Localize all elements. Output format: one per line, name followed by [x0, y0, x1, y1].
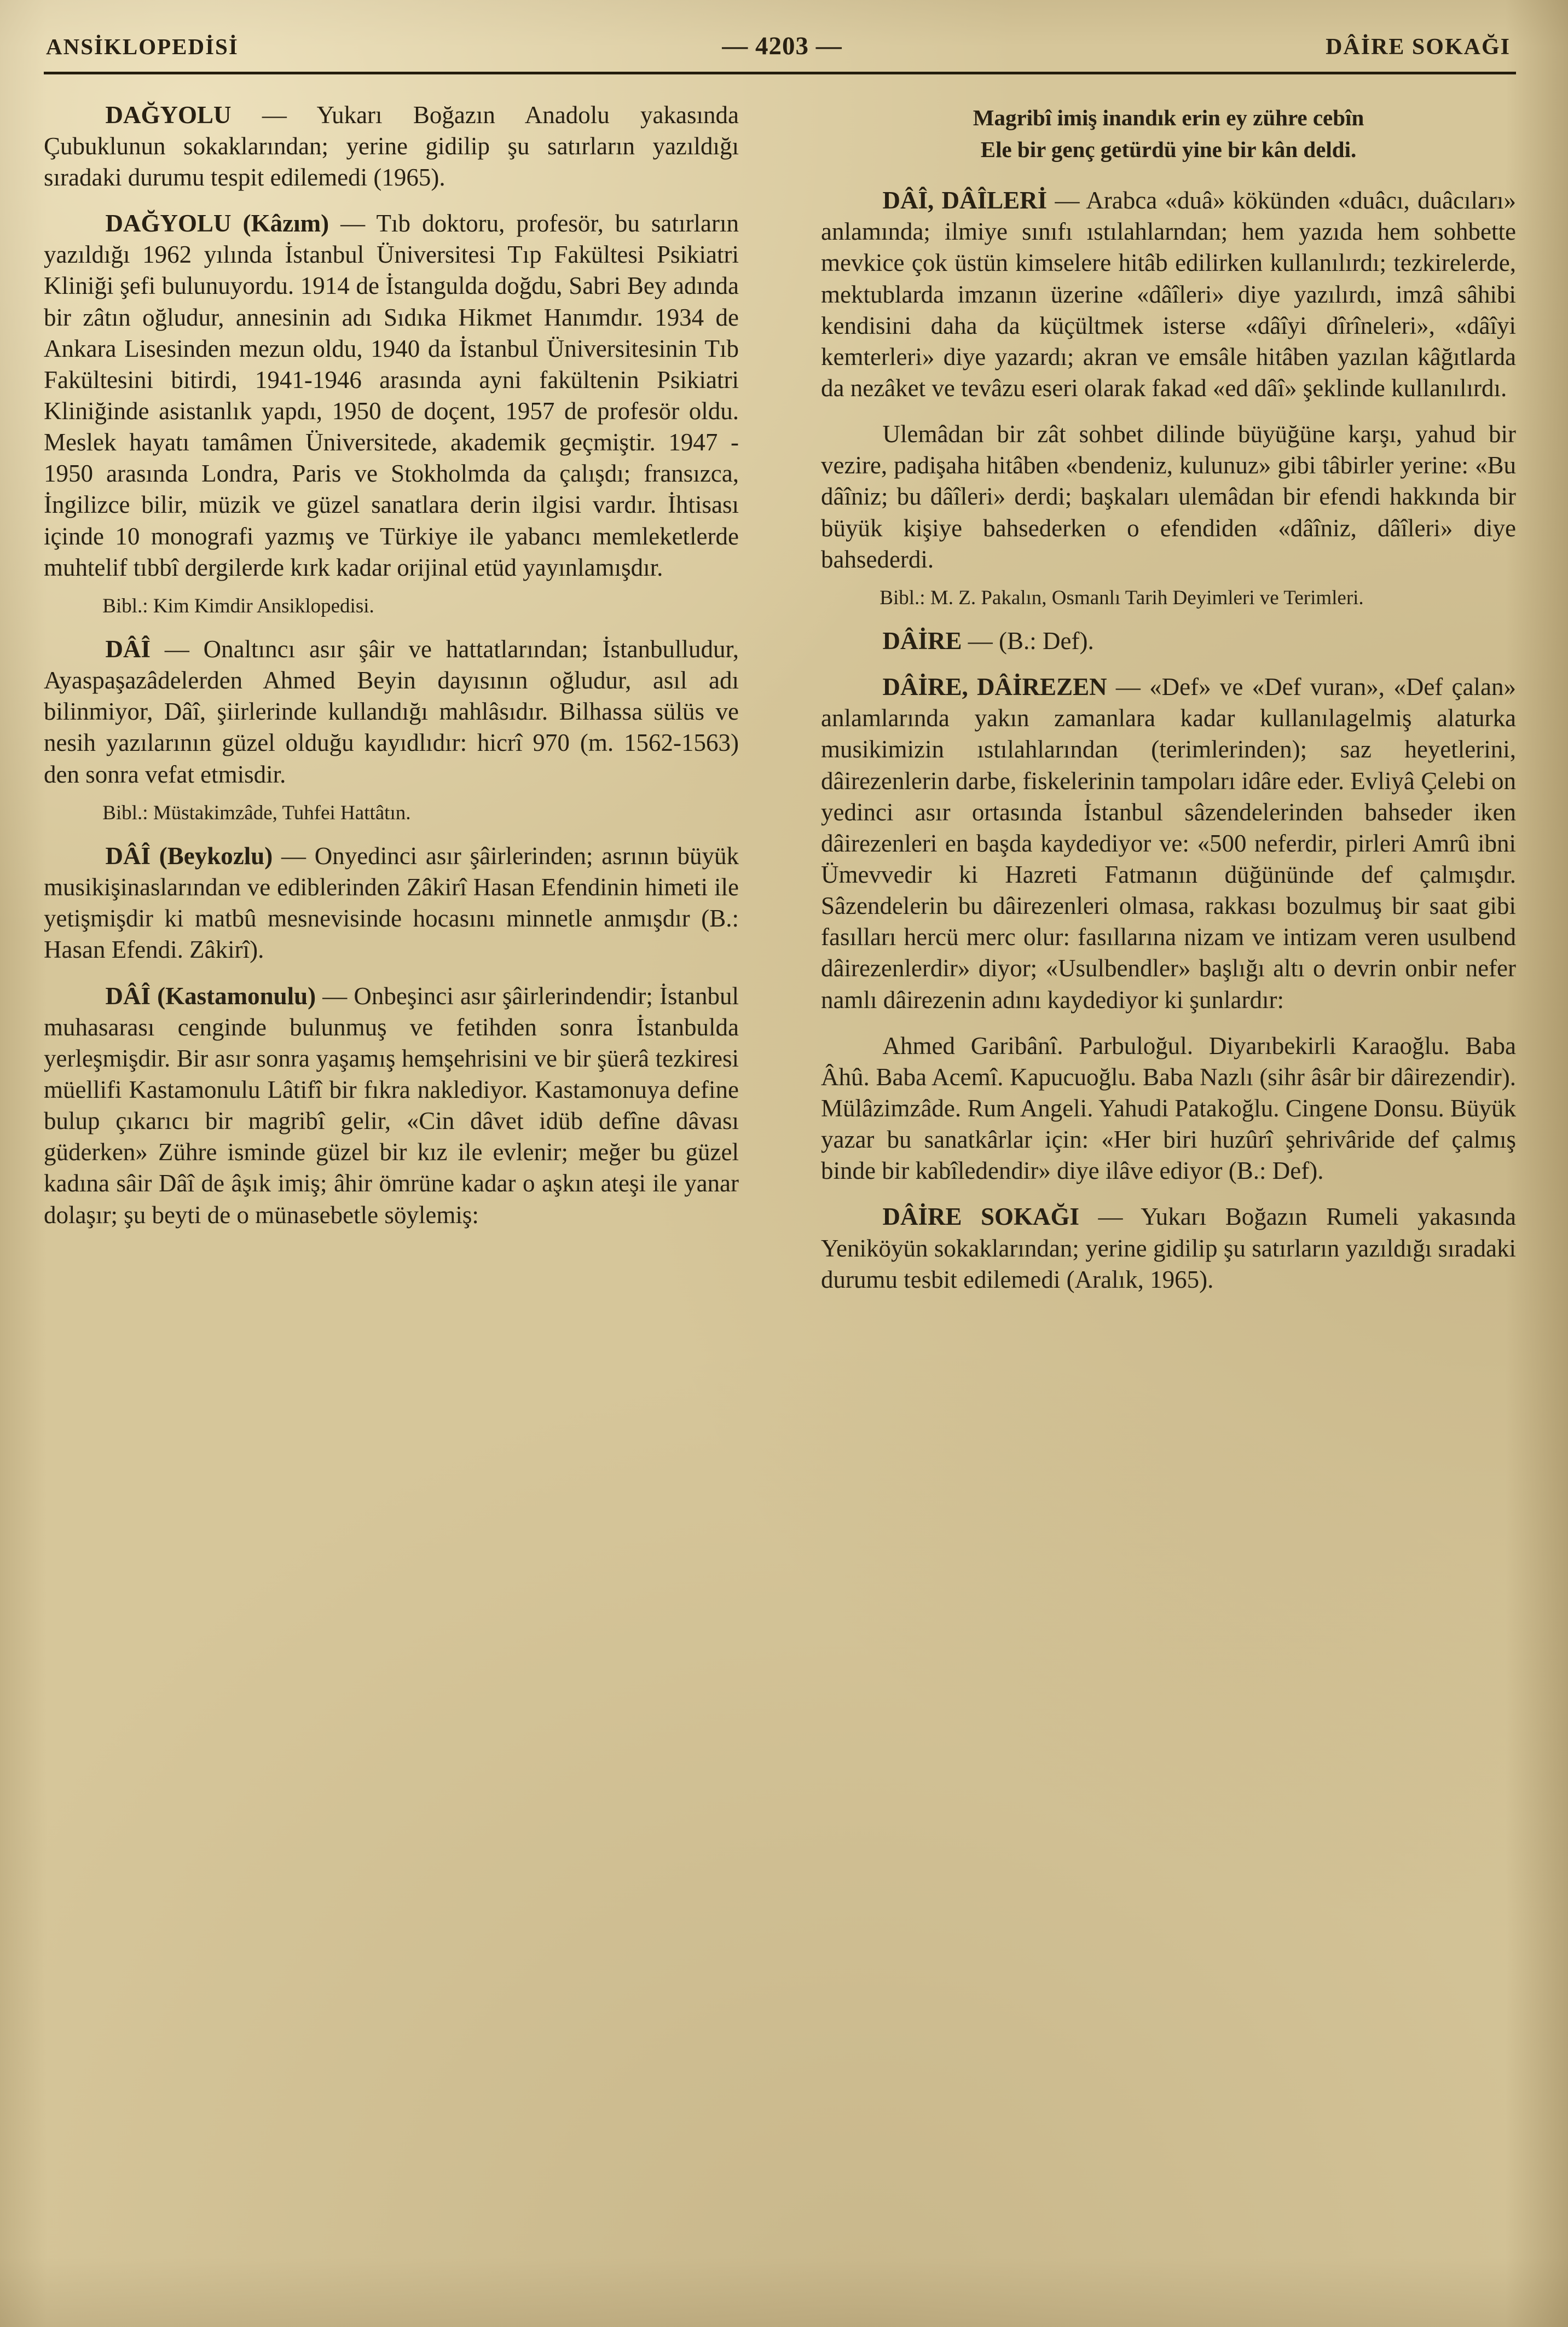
entry-headword: DÂÎ, DÂÎLERİ — [882, 187, 1048, 215]
page-number: — 4203 — — [722, 32, 842, 60]
entry-body: — Arabca «duâ» kökünden «duâcı, duâcıları» anlamında; ilmiye sınıfı ıstılahlarndan; hem yazıda hem sohbette mevkice çok üstün kimselere hitâb edilirken kullanılırdı; tezkirelerde, mektublarda imzanın üzerine «dâîleri» diye yazılırdı, imzâ sâhibi kendisini daha da küçültmek isterse «dâîyi dîrîneleri», «dâîyi kemterleri» diye yazardı; akran ve emsâle hitâben yazılan kâğıtlarda da nezâket ve tevâzu eseri olarak fakad «ed dâî» şeklinde kullanılırdı. — [821, 187, 1516, 402]
left-column — [44, 100, 739, 1310]
entry-body: — Onbeşinci asır şâirlerindendir; İstanbul muhasarası cenginde bulunmuş ve fetihden sonra İstanbulda yerleşmişdir. Bir asır sonra yaşamış hemşehrisini ve bir şüerâ tezkiresi müellifi Kastamonulu Lâtifî bir fıkra naklediyor. Kastamonuya define bulup çıkarıcı bir magribî gelir, «Cin dâvet idüb defîne dâvası güderken» Zühre isminde güzel bir kız ile evlenir; meğer bu güzel kadına sâir Dâî de âşık imiş; âhir ömrüne kadar o aşkın ateşi ile yanar dolaşır; şu beyti de o münasebetle söylemiş: — [44, 982, 739, 1229]
verse-line-2: Ele bir genç getürdü yine bir kân deldi. — [980, 136, 1357, 162]
names-list-paragraph: Ahmed Garibânî. Parbuloğul. Diyarıbekirli Karaoğlu. Baba Âhû. Baba Acemî. Kapucuoğlu. Baba Nazlı (sihr âsâr bir dâirezendir). Mülâzimzâde. Rum Angeli. Yahudi Patakoğlu. Cingene Donsu. Büyük yazar bu sanatkârlar için: «Her biri huzûrî şehrivâride def çalmış binde bir kabîledendir» diye ilâve ediyor (B.: Def). — [821, 1032, 1516, 1185]
entry-body: — Tıb doktoru, profesör, bu satırların yazıldığı 1962 yılında İstanbul Üniversitesi Tıp Fakültesi Psikiatri Kliniği şefi bulunuyordu. 1914 de İstangulda doğdu, Sabri Bey adında bir zâtın oğludur, annesinin adı Sıdıka Hikmet Hanımdır. 1934 de Ankara Lisesinden mezun oldu, 1940 da İstanbul Üniversitesinin Tıb Fakültesini bitirdi, 1941-1946 arasında ayni fakültenin Psikiatri Kliniğinde asistanlık yapdı, 1950 de doçent, 1957 de profesör oldu. Meslek hayatı tamâmen Üniversitede, akademik geçmiştir. 1947 - 1950 arasında Londra, Paris ve Stokholmda da çalışdı; fransızca, İngilizce bilir, müzik ve güzel sanatlara derin ilgisi vardır. İhtisası içinde 10 monografi yazmış ve Türkiye ile yabancı memleketlerde muhtelif tıbbî dergilerde kırk kadar orijinal etüd yayınlamışdır. — [44, 210, 739, 581]
entry-headword: DÂÎ — [105, 635, 151, 663]
entry-body: — Yukarı Boğazın Anadolu yakasında Çubuklunun sokaklarından; yerine gidilip şu satırların yazıldığı sıradaki durumu tespit edilemedi (1965). — [44, 101, 739, 191]
verse-line-1: Magribî imiş inandık erin ey zühre cebîn — [973, 105, 1364, 130]
running-head — [44, 30, 1516, 72]
verse-couplet — [821, 102, 1516, 165]
entry-body: — Onaltıncı asır şâir ve hattatlarından; İstanbulludur, Ayaspaşazâdelerden Ahmed Beyin dayısının oğludur, asıl adı bilinmiyor, Dâî, şiirlerinde kullandığı mahlâsıdır. Bilhassa sülüs ve nesih yazılarının güzel olduğu kayıdlıdır: hicrî 970 (m. 1562-1563) den sonra vefat etmisdir. — [44, 635, 739, 788]
continuation-paragraph: Ulemâdan bir zât sohbet dilinde büyüğüne karşı, yahud bir vezire, padişaha hitâben «bendeniz, kulunuz» gibi tâbirler yerine: «Bu dâîniz; bu dâîleri» derdi; başkaları ulemâdan bir efendi hakkında bir büyük kişiye bahsederken o efendiden «dâîniz, dâîleri» diye bahsederdi. — [821, 420, 1516, 573]
entry-dai-kastamonulu — [44, 981, 739, 1231]
entry-dai-beykozlu — [44, 841, 739, 966]
bibliography-note: Bibl.: Kim Kimdir Ansiklopedisi. — [102, 594, 374, 617]
entry-dagyolu — [44, 100, 739, 193]
entry-headword: DÂÎ (Kastamonulu) — [105, 982, 316, 1010]
entry-headword: DÂİRE SOKAĞI — [882, 1203, 1080, 1231]
entry-daire-sokagi — [821, 1201, 1516, 1295]
entry-daire — [821, 626, 1516, 657]
header-rule — [44, 72, 1516, 74]
entry-headword: DÂİRE, DÂİREZEN — [882, 673, 1107, 701]
header-left-title: ANSİKLOPEDİSİ — [46, 34, 239, 59]
entry-body: — (B.: Def). — [962, 627, 1094, 655]
entry-headword: DÂÎ (Beykozlu) — [105, 842, 273, 870]
entry-headword: DAĞYOLU (Kâzım) — [105, 210, 329, 238]
entry-dagyolu-kazim — [44, 208, 739, 583]
entry-headword: DÂİRE — [882, 627, 962, 655]
entry-daire-dairezen — [821, 672, 1516, 1016]
right-column — [821, 100, 1516, 1310]
entry-dai-daileri — [821, 185, 1516, 404]
entry-body: — «Def» ve «Def vuran», «Def çalan» anlamlarında yakın zamanlara kadar kullanılagelmiş alaturka musikimizin ıstılahlarından (terimlerinden); saz heyetlerini, dâirezenlerin darbe, fiskelerinin tampoları idâre eder. Evliyâ Çelebi on yedinci asır ortasında İstanbul sâzendelerinden bahseder iken dâirezenleri en başda kaydediyor ve: «500 neferdir, pirleri Amrû ibni Ümevvedir ki Hazreti Fatmanın düğününde def çalmışdır. Sâzendelerin bu dâirezenleri olmasa, rakkası bozulmuş bir saat gibi fasılları hercü merc olur: fasıllarına nizam ve intizam veren usulbend dâirezenlerdir» diyor; «Usulbendler» başlığı altı o devrin onbir nefer namlı dâirezenin adını kaydediyor ki şunlardır: — [821, 673, 1516, 1014]
two-column-body — [44, 100, 1516, 1310]
bibliography-note: Bibl.: M. Z. Pakalın, Osmanlı Tarih Deyimleri ve Terimleri. — [880, 586, 1364, 609]
entry-body: — Yukarı Boğazın Rumeli yakasında Yeniköyün sokaklarından; yerine gidilip şu satırların yazıldığı sıradaki durumu tesbit edilemedi (Aralık, 1965). — [821, 1203, 1516, 1293]
bibliography-note: Bibl.: Müstakimzâde, Tuhfei Hattâtın. — [102, 801, 411, 824]
entry-headword: DAĞYOLU — [105, 101, 232, 129]
header-right-title: DÂİRE SOKAĞI — [1326, 34, 1511, 60]
entry-body: — Onyedinci asır şâirlerinden; asrının büyük musikişinaslarından ve ediblerinden Zâkirî Hasan Efendinin himeti ile yetişmişdir ki matbû mesnevisinde hocasını minnetle anmışdır (B.: Hasan Efendi. Zâkirî). — [44, 842, 739, 964]
entry-dai — [44, 634, 739, 790]
